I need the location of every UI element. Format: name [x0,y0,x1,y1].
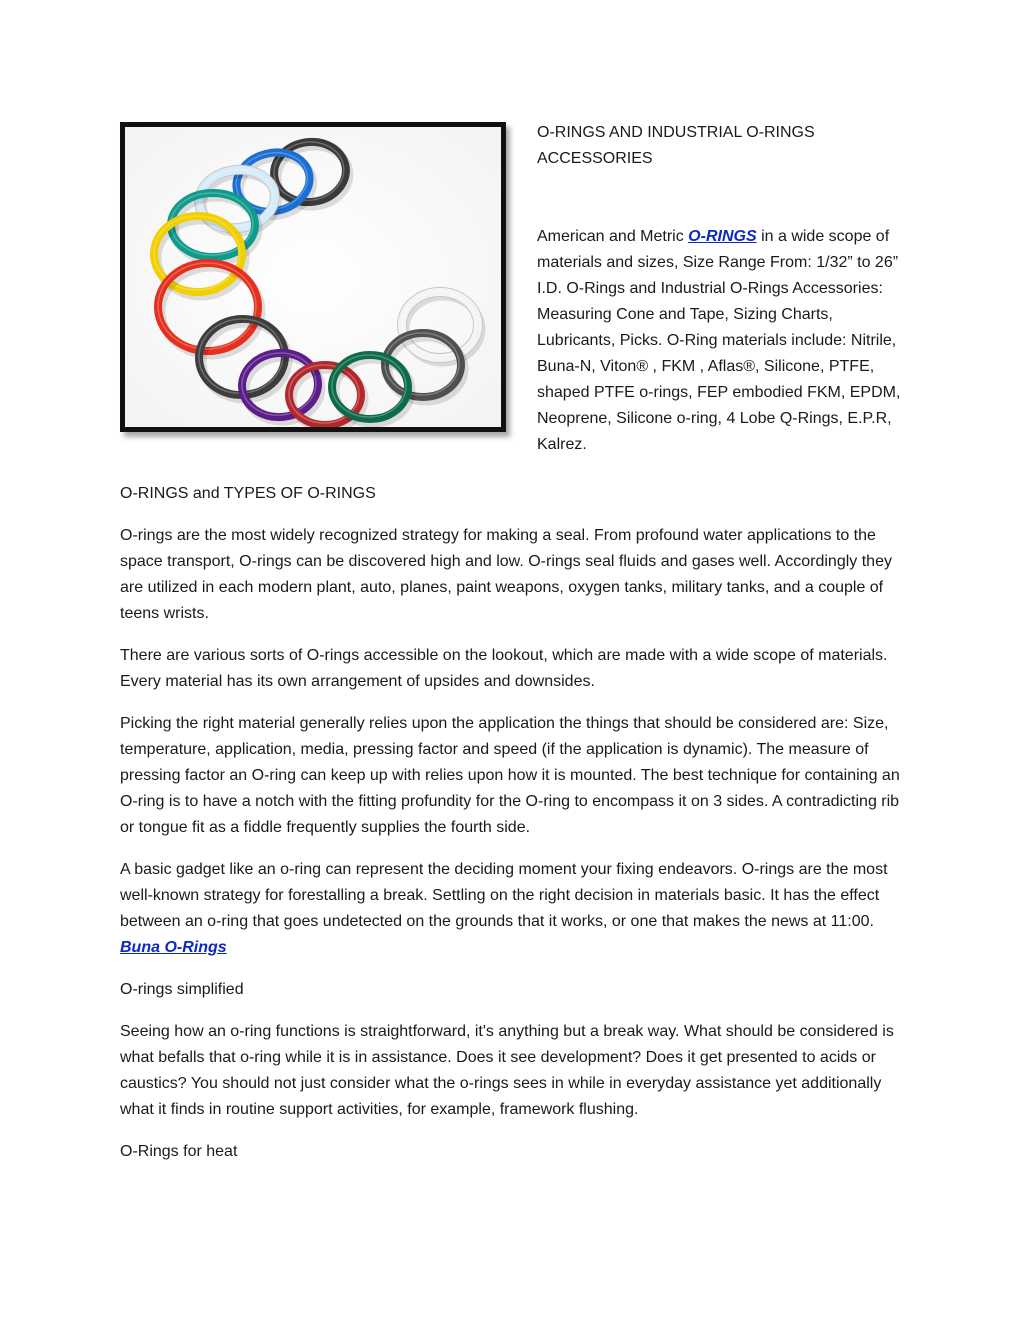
paragraph-4 [120,857,910,961]
paragraph-5: Seeing how an o-ring functions is straightforward, it's anything but a break way. What should be considered is what befalls that o-ring while it is in assistance. Does it see development? Does it get presented to acids or caustics? You should not just consider what the o-rings sees in while in everyday assistance yet additionally what it finds in routine support activities, for example, framework flushing. [120,1023,894,1118]
page-title [537,120,909,172]
heading-types-of-o-rings: O-RINGS and TYPES OF O-RINGS [120,485,376,502]
paragraph-2: There are various sorts of O-rings accessible on the lookout, which are made with a wide scope of materials. Every material has its own arrangement of upsides and downsides. [120,647,888,690]
o-rings-link[interactable]: O-RINGS [688,228,757,245]
buna-o-rings-link[interactable]: Buna O-Rings [120,939,227,956]
title-line-2: ACCESSORIES [537,150,653,167]
heading-o-rings-simplified: O-rings simplified [120,981,244,998]
paragraph-4-text: A basic gadget like an o-ring can represent the deciding moment your fixing endeavors. O-rings are the most well-known strategy for forestalling a break. Settling on the right decision in materials basic. It has the effect between an o-ring that goes undetected on the grounds that it works, or one that makes the news at 11:00. [120,861,888,930]
intro-column [537,120,909,458]
o-rings-photo [120,122,506,432]
intro-text-start: American and Metric [537,228,689,245]
paragraph-3: Picking the right material generally relies upon the application the things that should be considered are: Size, temperature, application, media, pressing factor and speed (if the application is dynamic). The measure of pressing factor an O-ring can keep up with relies upon how it is mounted. The best technique for containing an O-ring is to have a notch with the fitting profundity for the O-ring to encompass it on 3 sides. A contradicting rib or tongue fit as a fiddle frequently supplies the fourth side. [120,715,900,836]
heading-o-rings-for-heat: O-Rings for heat [120,1143,238,1160]
intro-text-rest: in a wide scope of materials and sizes, Size Range From: 1/32” to 26” I.D. O-Rings and Industrial O-Rings Accessories: Measuring Cone and Tape, Sizing Charts, Lubricants, Picks. O-Ring materials include: Nitrile, Buna-N, Viton® , FKM , Aflas®, Silicone, PTFE, shaped PTFE o-rings, FEP embodied FKM, EPDM, Neoprene, Silicone o-ring, 4 Lobe Q-Rings, E.P.R, Kalrez. [537,228,901,453]
intro-paragraph [537,224,909,458]
paragraph-1: O-rings are the most widely recognized strategy for making a seal. From profound water applications to the space transport, O-rings can be discovered high and low. O-rings seal fluids and gases well. Accordingly they are utilized in each modern plant, auto, planes, paint weapons, oxygen tanks, military tanks, and a couple of teens wrists. [120,527,892,622]
article-body [120,481,910,1181]
title-line-1: O-RINGS AND INDUSTRIAL O-RINGS [537,124,815,141]
o-rings-illustration [125,127,501,427]
